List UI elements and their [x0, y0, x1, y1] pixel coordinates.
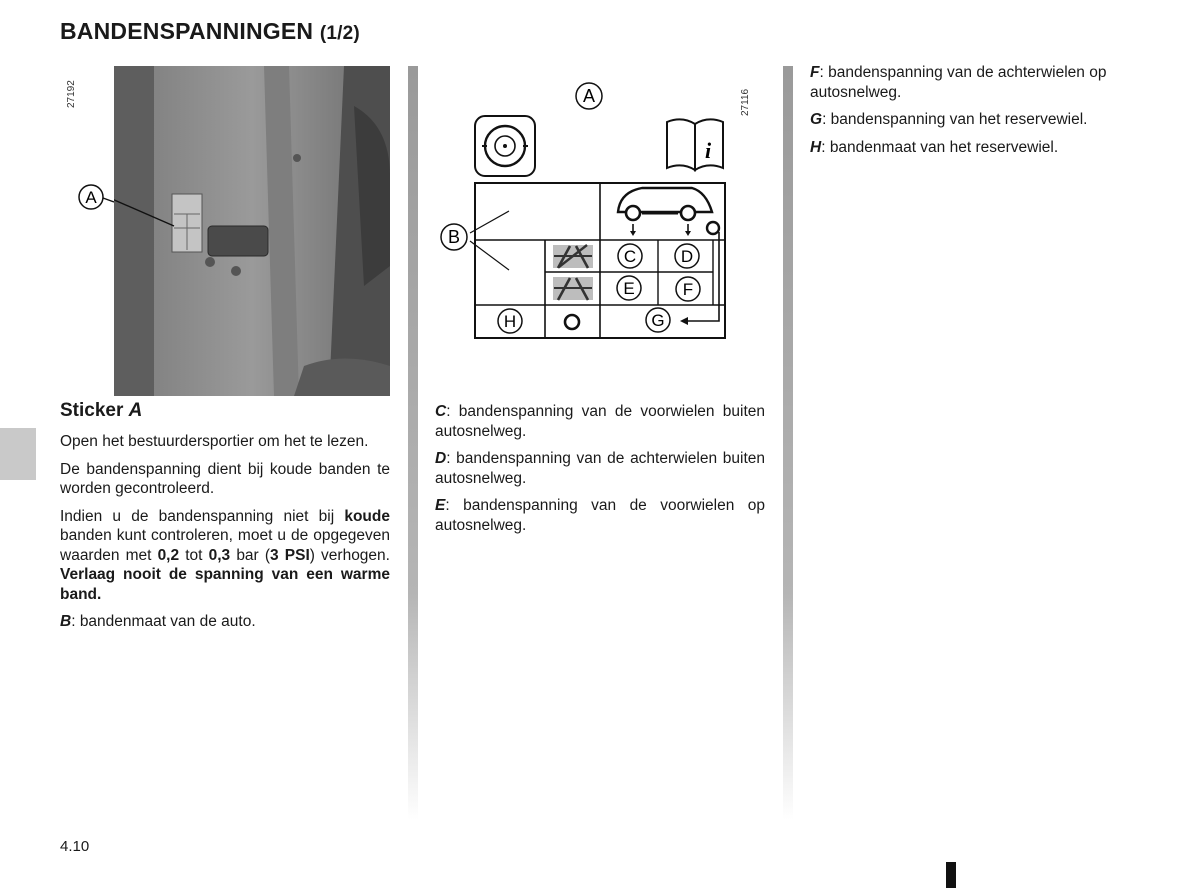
diagram-callout-a: A — [582, 86, 596, 106]
paragraph-open-door: Open het bestuurdersportier om het te lezen. — [60, 433, 369, 450]
legend-e: E: bandenspanning van de voorwielen op autosnelweg. — [435, 497, 765, 534]
legend-g: G: bandenspanning van het reservewiel. — [810, 111, 1088, 128]
page-number: 4.10 — [60, 838, 90, 855]
page-title — [60, 18, 360, 45]
diagram-callout-e: E — [623, 279, 635, 298]
diagram-callout-f: F — [682, 280, 694, 299]
photo-callout-a-label: A — [85, 188, 97, 207]
diagram-callout-g: G — [651, 311, 665, 330]
column-1-text — [60, 432, 390, 640]
page-corner-mark — [946, 862, 956, 888]
sticker-heading — [60, 400, 142, 422]
diagram-reference-number: 27116 — [740, 88, 751, 116]
sticker-heading-text: Sticker — [60, 400, 129, 421]
legend-c: C: bandenspanning van de voorwielen buiten autosnelweg. — [435, 403, 765, 440]
photo-callout-a — [74, 183, 114, 213]
spare-wheel-icon — [565, 315, 579, 329]
paragraph-cold-tyres: De bandenspanning dient bij koude banden te worden gecontroleerd. — [60, 460, 390, 497]
column-divider-2 — [783, 66, 793, 820]
page-title-text: BANDENSPANNINGEN — [60, 18, 314, 44]
section-tab — [0, 428, 36, 480]
motorway-icon — [553, 277, 593, 300]
svg-text:i: i — [704, 138, 712, 163]
diagram-callout-h: H — [503, 312, 517, 331]
paragraph-warm-tyres: Indien u de bandenspanning niet bij koude banden kunt controleren, moet u de opgegeven waarden met 0,2 tot 0,3 bar (3 PSI) verhogen. Verlaag nooit de spanning van een warme band. — [60, 507, 390, 603]
diagram-callout-d: D — [680, 247, 694, 266]
legend-h: H: bandenmaat van het reservewiel. — [810, 138, 1059, 156]
legend-b: B: bandenmaat van de auto. — [60, 613, 256, 630]
manual-book-icon — [667, 119, 723, 170]
diagram-callout-b: B — [447, 227, 461, 247]
legend-d: D: bandenspanning van de achterwielen buiten autosnelweg. — [435, 450, 765, 487]
door-sticker-photo — [114, 66, 390, 396]
column-divider-1 — [408, 66, 418, 820]
diagram-callout-c: C — [623, 247, 637, 266]
crossed-road-icon — [553, 245, 593, 268]
sticker-heading-letter: A — [128, 400, 143, 421]
photo-reference-number: 27192 — [66, 80, 77, 108]
column-3-text — [810, 63, 1145, 165]
legend-f: F: bandenspanning van de achterwielen op autosnelweg. — [810, 64, 1107, 101]
page-title-part: (1/2) — [319, 23, 360, 44]
tyre-label-diagram — [430, 70, 770, 360]
column-2-text — [435, 402, 765, 543]
